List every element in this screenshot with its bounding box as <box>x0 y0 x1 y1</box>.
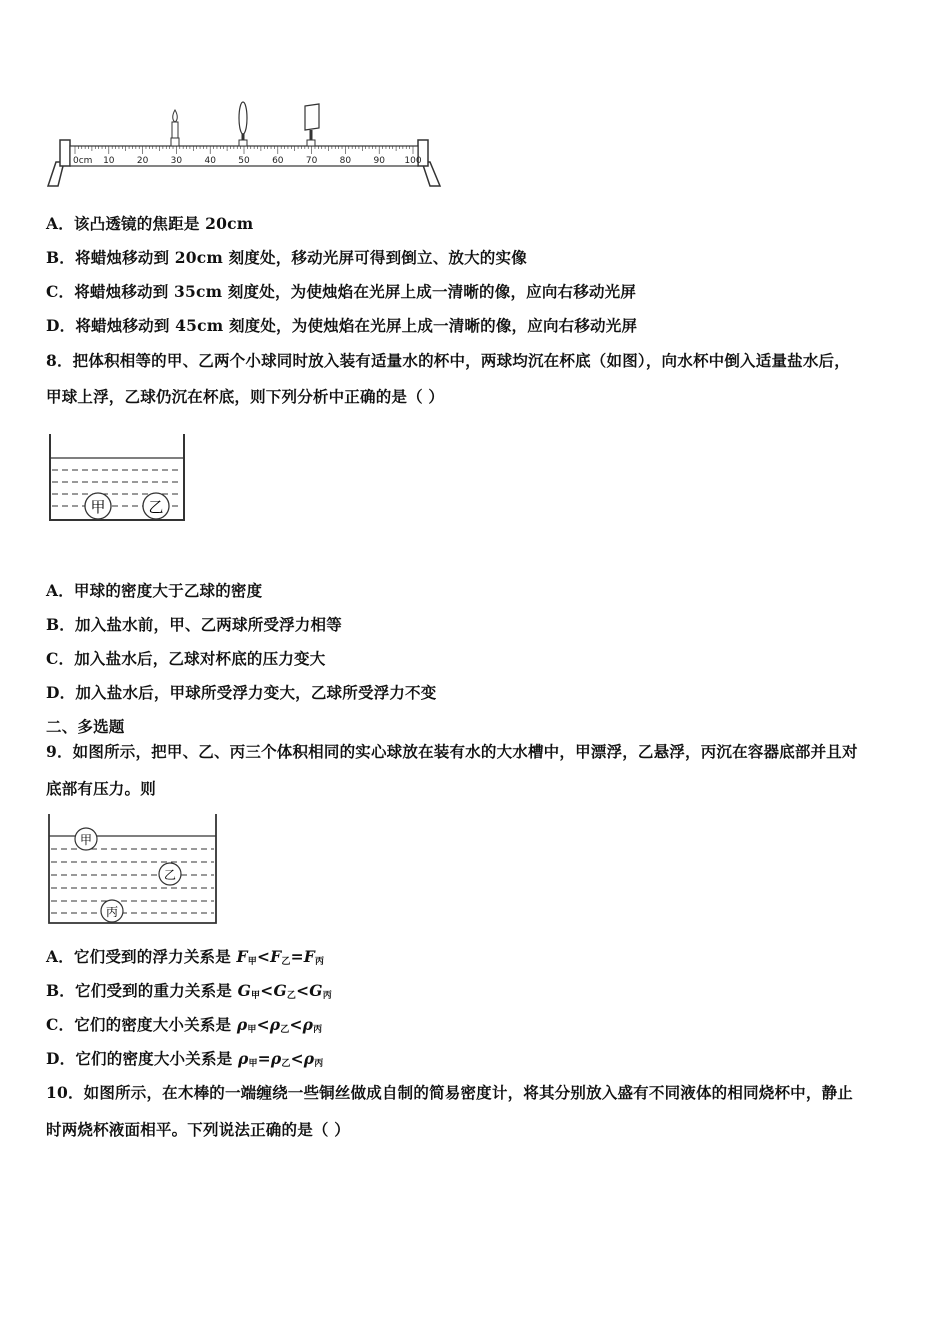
q9-stem-line2: 底部有压力。则 <box>46 779 156 798</box>
q8-option-a: A．甲球的密度大于乙球的密度 <box>46 581 263 600</box>
q9-tank-figure <box>46 812 220 926</box>
operator-2: < <box>296 981 310 1000</box>
symbol-2: F <box>270 947 282 966</box>
ball-yi-suspended-label: 乙 <box>163 868 177 882</box>
symbol-3: ρ <box>302 1015 314 1034</box>
ruler-tick-label: 0cm <box>73 156 93 166</box>
q7-option-c: C．将蜡烛移动到 35cm 刻度处，为使烛焰在光屏上成一清晰的像，应向右移动光屏 <box>46 282 637 301</box>
symbol-2: G <box>273 981 287 1000</box>
optical-bench-figure <box>44 100 444 190</box>
candle <box>171 110 179 146</box>
operator-2: < <box>289 1015 303 1034</box>
operator-2: = <box>290 947 304 966</box>
ruler-tick-label: 60 <box>272 156 284 166</box>
operator-1: < <box>256 947 271 966</box>
symbol-1: F <box>236 947 248 966</box>
q8-option-c: C．加入盐水后，乙球对杯底的压力变大 <box>46 649 326 668</box>
q8-option-d: D．加入盐水后，甲球所受浮力变大，乙球所受浮力不变 <box>46 683 437 702</box>
section-title-multi-choice: 二、多选题 <box>46 717 125 736</box>
q7-option-a: A．该凸透镜的焦距是 20cm <box>46 214 254 233</box>
subscript-2: 乙 <box>281 957 291 967</box>
subscript-2: 乙 <box>286 991 297 1001</box>
symbol-1: ρ <box>236 1015 248 1034</box>
q9-option-a <box>46 945 324 967</box>
symbol-3: G <box>309 981 323 1000</box>
subscript-1: 甲 <box>247 957 257 967</box>
ruler-tick-label: 80 <box>339 156 352 166</box>
option-prefix: D．它们的密度大小关系是 <box>46 1049 238 1068</box>
ruler-tick-label: 100 <box>404 156 422 166</box>
subscript-2: 乙 <box>281 1059 291 1069</box>
q7-option-d: D．将蜡烛移动到 45cm 刻度处，为使烛焰在光屏上成一清晰的像，应向右移动光屏 <box>46 316 638 335</box>
ball-bing-sunk-label: 丙 <box>105 905 119 919</box>
q10-stem-line1: 10．如图所示，在木棒的一端缠绕一些铜丝做成自制的简易密度计，将其分别放入盛有不同液体的相同烧杯中，静止 <box>46 1083 853 1102</box>
q9-option-c <box>46 1013 322 1035</box>
subscript-3: 丙 <box>314 957 325 967</box>
symbol-2: ρ <box>270 1049 282 1068</box>
q7-option-b: B．将蜡烛移动到 20cm 刻度处，移动光屏可得到倒立、放大的实像 <box>46 248 527 267</box>
option-prefix: B．它们受到的重力关系是 <box>46 981 238 1000</box>
operator-1: < <box>260 981 274 1000</box>
symbol-3: ρ <box>303 1049 315 1068</box>
ball-jia-floating-label: 甲 <box>79 833 93 847</box>
option-prefix: C．它们的密度大小关系是 <box>46 1015 237 1034</box>
q9-option-b <box>46 979 332 1001</box>
convex-lens <box>239 102 247 146</box>
option-prefix: A．它们受到的浮力关系是 <box>46 947 237 966</box>
ruler-tick-label: 20 <box>136 156 149 166</box>
ruler-tick-label: 70 <box>305 156 318 166</box>
q10-stem-line2: 时两烧杯液面相平。下列说法正确的是（ ） <box>46 1120 350 1139</box>
subscript-1: 甲 <box>248 1059 258 1069</box>
ruler-tick-label: 40 <box>204 156 216 166</box>
q8-option-b: B．加入盐水前，甲、乙两球所受浮力相等 <box>46 615 342 634</box>
light-screen <box>305 104 319 146</box>
q8-stem-line1: 8．把体积相等的甲、乙两个小球同时放入装有适量水的杯中，两球均沉在杯底（如图），向水杯中倒入适量盐水后， <box>46 351 850 370</box>
bench-left-block <box>60 140 70 166</box>
subscript-3: 丙 <box>313 1025 323 1035</box>
ruler-tick-label: 50 <box>238 156 250 166</box>
symbol-2: ρ <box>269 1015 281 1034</box>
ruler-tick-label: 30 <box>170 156 183 166</box>
ruler-tick-label: 90 <box>373 156 385 166</box>
subscript-1: 甲 <box>251 991 261 1001</box>
subscript-2: 乙 <box>280 1025 290 1035</box>
operator-1: < <box>256 1015 270 1034</box>
q9-option-d <box>46 1047 323 1069</box>
subscript-1: 甲 <box>247 1025 257 1035</box>
q8-cup-figure <box>46 432 188 524</box>
q8-stem-line2: 甲球上浮，乙球仍沉在杯底，则下列分析中正确的是（ ） <box>46 387 445 406</box>
ball-jia-label: 甲 <box>90 498 106 516</box>
symbol-1: ρ <box>237 1049 249 1068</box>
operator-2: < <box>290 1049 304 1068</box>
q9-stem-line1: 9．如图所示，把甲、乙、丙三个体积相同的实心球放在装有水的大水槽中，甲漂浮，乙悬浮，丙沉在容器底部并且对 <box>46 742 858 761</box>
ball-yi-label: 乙 <box>148 498 164 516</box>
symbol-1: G <box>237 981 252 1000</box>
ruler-tick-label: 10 <box>103 156 115 166</box>
symbol-3: F <box>303 947 315 966</box>
subscript-3: 丙 <box>322 991 332 1001</box>
subscript-3: 丙 <box>314 1059 324 1069</box>
operator-1: = <box>257 1049 271 1068</box>
